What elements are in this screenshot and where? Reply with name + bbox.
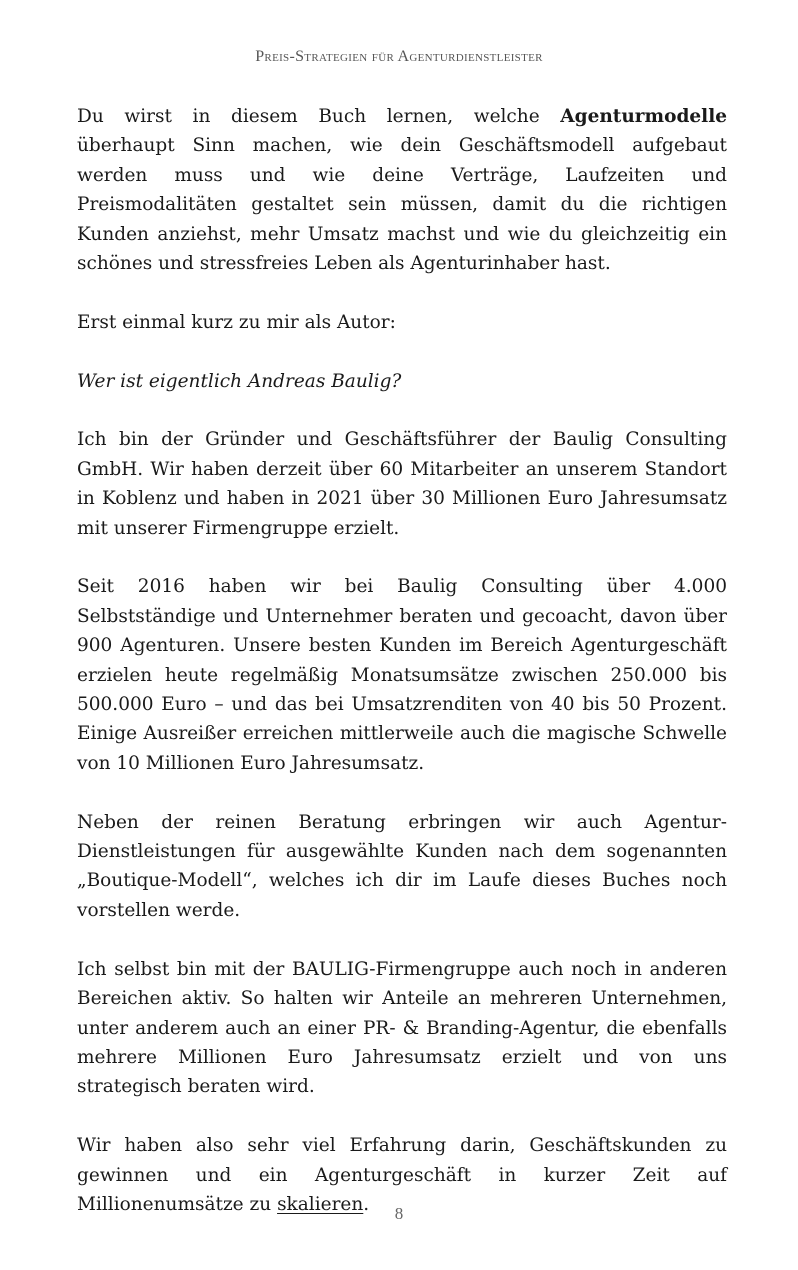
subheading-question: Wer ist eigentlich Andreas Baulig? (77, 370, 402, 392)
paragraph-author-intro: Erst einmal kurz zu mir als Autor: (77, 311, 396, 333)
paragraph-intro-text-start: Du wirst in diesem Buch lernen, welche (77, 106, 561, 127)
skalieren-link[interactable]: skalieren (277, 1193, 364, 1215)
paragraph-experience-text-end: . (363, 1193, 370, 1215)
paragraph-intro-text-end: überhaupt Sinn machen, wie dein Geschäftsmodell aufgebaut werden muss und wie deine Verträge, Laufzeiten und Preismodalitäten gestaltet sein müssen, damit du die richtigen Kunden anziehst, mehr Umsatz machst und wie du gleichzeitig ein schönes und stressfreies Leben als Agenturinhaber hast. (77, 135, 727, 275)
paragraph-group: Ich selbst bin mit der BAULIG-Firmengruppe auch noch in anderen Bereichen aktiv. So halten wir Anteile an mehreren Unternehmen, unter anderem auch an einer PR- & Branding-Agentur, die ebenfalls mehrere Millionen Euro Jahresumsatz erzielt und von uns strategisch beraten wird. (77, 958, 727, 1098)
paragraph-company: Ich bin der Gründer und Geschäftsführer der Baulig Consulting GmbH. Wir haben derzeit über 60 Mitarbeiter an unserem Standort in Koblenz und haben in 2021 über 30 Millionen Euro Jahresumsatz mit unserer Firmengruppe erzielt. (77, 429, 727, 539)
paragraph-experience-text-start: Wir haben also sehr viel Erfahrung darin, Geschäftskunden zu gewinnen und ein Agenturgeschäft in kurzer Zeit auf Millionenumsätze zu (77, 1135, 727, 1215)
paragraph-services: Neben der reinen Beratung erbringen wir auch Agentur-Dienstleistungen für ausgewählte Kunden nach dem sogenannten „Boutique-Modell“, welches ich dir im Laufe dieses Buches noch vorstellen werde. (77, 811, 727, 921)
paragraph-clients: Seit 2016 haben wir bei Baulig Consulting über 4.000 Selbstständige und Unternehmer beraten und gecoacht, davon über 900 Agenturen. Unsere besten Kunden im Bereich Agenturgeschäft erzielen heute regelmäßig Monatsumsätze zwischen 250.000 bis 500.000 Euro – und das bei Umsatzrenditen von 40 bis 50 Prozent. Einige Ausreißer erreichen mittlerweile auch die magische Schwelle von 10 Millionen Euro Jahresumsatz. (77, 576, 727, 774)
emphasis-agenturmodelle: Agenturmodelle (560, 106, 727, 127)
running-header: Preis-Strategien für Agenturdienstleister (255, 48, 543, 65)
paragraph-intro (77, 102, 727, 278)
body-text (77, 102, 727, 1219)
page-number: 8 (394, 1204, 404, 1223)
